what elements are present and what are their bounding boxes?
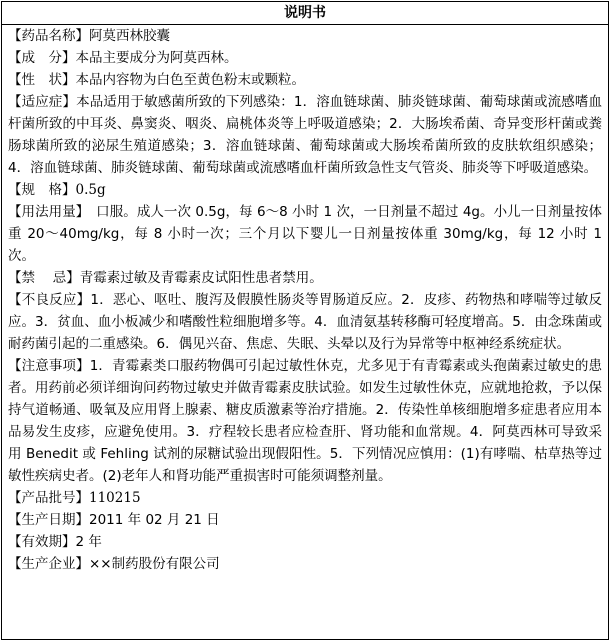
field-text: 本品内容物为白色至黄色粉末或颗粒。 xyxy=(75,72,305,88)
field-drug-name xyxy=(8,25,602,47)
field-label: 【注意事项】 xyxy=(8,358,90,374)
field-label: 【规 格】 xyxy=(8,182,76,198)
field-dosage xyxy=(8,201,602,267)
field-text: 110215 xyxy=(89,490,141,506)
field-adverse-reactions xyxy=(8,289,602,355)
field-text: 1．青霉素类口服药物偶可引起过敏性休克，尤多见于有青霉素或头孢菌素过敏史的患者。用药前必须详细询问药物过敏史并做青霉素皮肤试验。如发生过敏性休克，应就地抢救，予以保持气道畅通、吸氧及应用肾上腺素、糖皮质激素等治疗措施。2．传染性单核细胞增多症患者应用本品易发生皮疹，应避免使用。3．疗程较长患者应检查肝、肾功能和血常规。4．阿莫西林可导致采用 Benedit 或 Fehling 试剂的尿糖试验出现假阳性。5．下列情况应慎用：(1)有哮喘、枯草热等过敏性疾病史者。(2)老年人和肾功能严重损害时可能须调整剂量。 xyxy=(8,358,602,484)
field-text: 2011 年 02 月 21 日 xyxy=(89,512,220,528)
field-label: 【适应症】 xyxy=(8,94,77,110)
field-text: 本品适用于敏感菌所致的下列感染：1．溶血链球菌、肺炎链球菌、葡萄球菌或流感嗜血杆菌所致的中耳炎、鼻窦炎、咽炎、扁桃体炎等上呼吸道感染；2．大肠埃希菌、奇异变形杆菌或粪肠球菌所致的泌尿生殖道感染；3．溶血链球菌、葡萄球菌或大肠埃希菌所致的皮肤软组织感染；4．溶血链球菌、肺炎链球菌、葡萄球菌或流感嗜血杆菌所致急性支气管炎、肺炎等下呼吸道感染。 xyxy=(8,94,603,176)
field-label: 【产品批号】 xyxy=(8,490,89,506)
field-label: 【用法用量】 xyxy=(8,204,83,220)
field-text: 0.5g xyxy=(75,182,106,198)
field-label: 【成 分】 xyxy=(8,50,76,66)
field-contraindications xyxy=(8,267,602,289)
field-label: 【性 状】 xyxy=(8,72,76,88)
field-text: 青霉素过敏及青霉素皮试阳性患者禁用。 xyxy=(79,270,323,286)
field-expiry xyxy=(8,531,602,553)
field-batch-number xyxy=(8,487,602,509)
field-text: 本品主要成分为阿莫西林。 xyxy=(75,50,238,66)
field-precautions xyxy=(8,355,602,487)
field-appearance xyxy=(8,69,602,91)
field-text: 1．恶心、呕吐、腹泻及假膜性肠炎等胃肠道反应。2．皮疹、药物热和哮喘等过敏反应。3．贫血、血小板减少和嗜酸性粒细胞增多等。4．血清氨基转移酶可轻度增高。5．由念珠菌或耐药菌引起的二重感染。6．偶见兴奋、焦虑、失眠、头晕以及行为异常等中枢神经系统症状。 xyxy=(8,292,602,352)
field-label: 【禁 忌】 xyxy=(8,270,80,286)
field-composition xyxy=(8,47,602,69)
field-label: 【生产企业】 xyxy=(8,556,89,572)
field-text: 口服。成人一次 0.5g，每 6～8 小时 1 次，一日剂量不超过 4g。小儿一日剂量按体重 20～40mg/kg，每 8 小时一次；三个月以下婴儿一日剂量按体重 30mg/kg，每 12 小时 1 次。 xyxy=(8,204,602,264)
field-production-date xyxy=(8,509,602,531)
field-text: ××制药股份有限公司 xyxy=(89,556,220,572)
document-title: 说明书 xyxy=(2,2,608,25)
field-indications xyxy=(8,91,602,179)
field-label: 【生产日期】 xyxy=(8,512,89,528)
field-label: 【不良反应】 xyxy=(8,292,91,308)
field-specification xyxy=(8,179,602,201)
field-text: 阿莫西林胶囊 xyxy=(89,28,170,44)
instruction-sheet xyxy=(1,1,609,640)
field-manufacturer xyxy=(8,553,602,575)
field-label: 【药品名称】 xyxy=(8,28,89,44)
field-label: 【有效期】 xyxy=(8,534,76,550)
fields-container xyxy=(2,25,608,575)
field-text: 2 年 xyxy=(75,534,102,550)
